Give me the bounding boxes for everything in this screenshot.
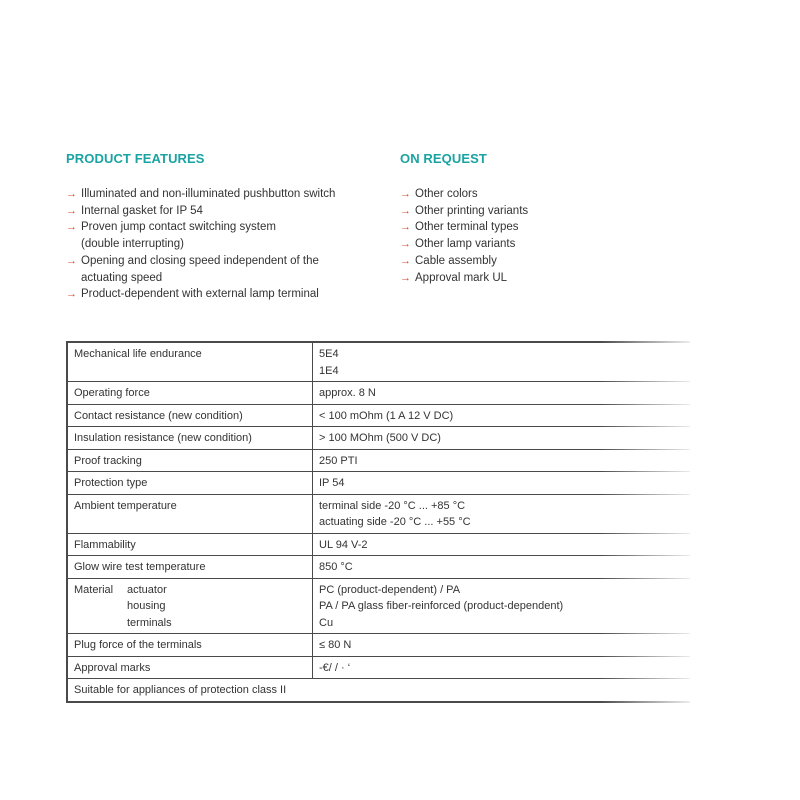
list-item: → Other colors (400, 186, 620, 203)
table-row (67, 556, 690, 579)
spec-label: Operating force (67, 382, 313, 405)
spec-label: Flammability (67, 533, 313, 556)
spec-value: UL 94 V-2 (313, 533, 691, 556)
spec-value: > 100 MOhm (500 V DC) (313, 427, 691, 450)
spec-value: 850 °C (313, 556, 691, 579)
table-row (67, 578, 690, 634)
spec-footnote: Suitable for appliances of protection class II (67, 679, 690, 702)
table-row (67, 427, 690, 450)
table-row (67, 404, 690, 427)
arrow-icon: → (66, 221, 77, 234)
spec-value: IP 54 (313, 472, 691, 495)
table-row (67, 634, 690, 657)
spec-label: Approval marks (67, 656, 313, 679)
arrow-icon: → (66, 188, 77, 200)
spec-value: < 100 mOhm (1 A 12 V DC) (313, 404, 691, 427)
table-row (67, 494, 690, 533)
list-item: → Other lamp variants (400, 236, 620, 253)
specifications-table (66, 341, 690, 703)
spec-value: ≤ 80 N (313, 634, 691, 657)
arrow-icon: → (400, 254, 411, 267)
spec-value: 250 PTI (313, 449, 691, 472)
table-row (67, 472, 690, 495)
spec-value: terminal side -20 °C ... +85 °C actuating side -20 °C ... +55 °C (313, 494, 691, 533)
table-row (67, 342, 690, 382)
on-request-heading: ON REQUEST (400, 151, 487, 166)
spec-label: Material actuator housing terminals (67, 578, 313, 634)
table-row (67, 533, 690, 556)
spec-label: Ambient temperature (67, 494, 313, 533)
table-row (67, 679, 690, 702)
spec-label: Glow wire test temperature (67, 556, 313, 579)
list-item: → Illuminated and non-illuminated pushbutton switch (66, 186, 376, 203)
list-item: → Cable assembly (400, 253, 620, 270)
arrow-icon: → (66, 204, 77, 217)
approval-marks-value: -€/ / · ‘ (313, 656, 691, 679)
list-item: → Opening and closing speed independent of the (66, 253, 376, 270)
product-features-heading: PRODUCT FEATURES (66, 151, 205, 166)
arrow-icon: → (400, 238, 411, 251)
table-row (67, 449, 690, 472)
spec-label: Contact resistance (new condition) (67, 404, 313, 427)
spec-label: Mechanical life endurance (67, 342, 313, 382)
list-item: → Product-dependent with external lamp terminal (66, 286, 376, 303)
spec-value: PC (product-dependent) / PA PA / PA glass fiber-reinforced (product-dependent) Cu (313, 578, 691, 634)
spec-label: Protection type (67, 472, 313, 495)
list-item: → Approval mark UL (400, 270, 620, 287)
spec-label: Proof tracking (67, 449, 313, 472)
arrow-icon: → (66, 254, 77, 267)
arrow-icon: → (400, 204, 411, 217)
spec-value: 5E4 1E4 (313, 342, 691, 382)
spec-value: approx. 8 N (313, 382, 691, 405)
list-item: → Other printing variants (400, 203, 620, 220)
table-row (67, 656, 690, 679)
list-item: → Internal gasket for IP 54 (66, 203, 376, 220)
on-request-list (400, 186, 620, 286)
arrow-icon: → (66, 288, 77, 301)
arrow-icon: → (400, 271, 411, 284)
list-item-continuation: (double interrupting) (81, 238, 184, 251)
arrow-icon: → (400, 188, 411, 200)
spec-label: Insulation resistance (new condition) (67, 427, 313, 450)
table-row (67, 382, 690, 405)
list-item-continuation: actuating speed (81, 271, 163, 284)
product-features-list (66, 186, 376, 303)
spec-label: Plug force of the terminals (67, 634, 313, 657)
arrow-icon: → (400, 221, 411, 234)
list-item: → Proven jump contact switching system (66, 219, 376, 236)
list-item: → Other terminal types (400, 219, 620, 236)
